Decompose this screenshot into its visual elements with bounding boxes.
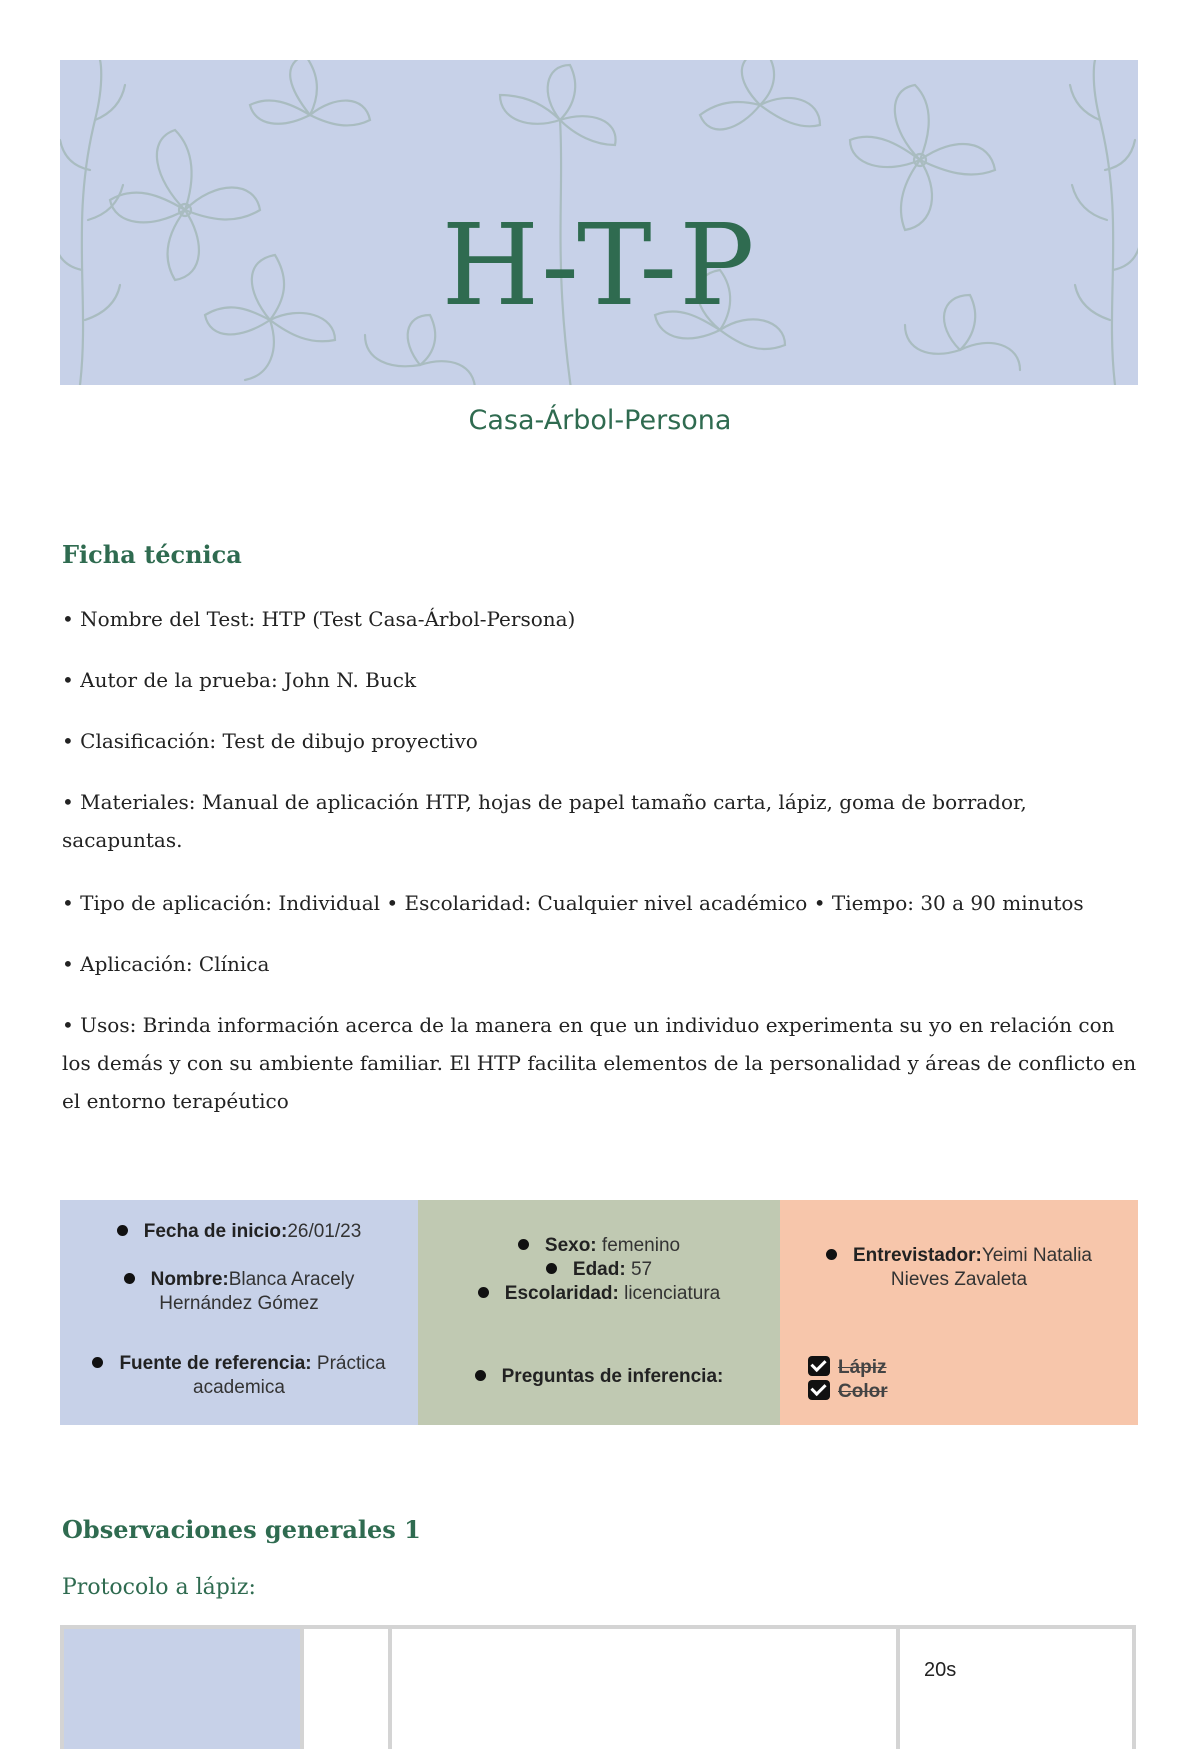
checkbox-checked-icon[interactable] bbox=[808, 1356, 830, 1376]
table-divider bbox=[300, 1629, 304, 1749]
info-nombre: Nombre:Blanca Aracely Hernández Gómez bbox=[60, 1268, 418, 1316]
document-subtitle: Casa-Árbol-Persona bbox=[468, 405, 732, 436]
checkbox-checked-icon[interactable] bbox=[808, 1380, 830, 1400]
ficha-item-usos: • Usos: Brinda información acerca de la manera en que un individuo experimenta su yo en relación con los demás y con su ambiente familiar. El HTP facilita elementos de la personalidad y áreas de conflicto en el entorno terapéutico bbox=[62, 1013, 1137, 1113]
checklist-item-lapiz[interactable]: Lápiz bbox=[808, 1356, 887, 1379]
bullet-icon bbox=[475, 1370, 486, 1381]
document-title: H-T-P bbox=[441, 201, 757, 331]
bullet-icon bbox=[92, 1357, 103, 1368]
info-escolaridad: Escolaridad: licenciatura bbox=[418, 1282, 780, 1306]
info-entrevistador: Entrevistador:Yeimi Natalia Nieves Zavaleta bbox=[780, 1244, 1138, 1292]
bullet-icon bbox=[826, 1249, 837, 1260]
table-divider bbox=[896, 1629, 900, 1749]
ficha-item-tipo: • Tipo de aplicación: Individual • Escolaridad: Cualquier nivel académico • Tiempo: 30 a 90 minutos bbox=[62, 891, 1084, 915]
info-edad: Edad: 57 bbox=[418, 1258, 780, 1282]
protocol-subheading: Protocolo a lápiz: bbox=[62, 1575, 256, 1600]
info-fecha: Fecha de inicio:26/01/23 bbox=[60, 1220, 418, 1244]
header-banner bbox=[60, 60, 1138, 385]
bullet-icon bbox=[518, 1239, 529, 1250]
info-column-2 bbox=[418, 1200, 780, 1425]
table-cell-highlight bbox=[64, 1629, 300, 1749]
ficha-item-materiales: • Materiales: Manual de aplicación HTP, hojas de papel tamaño carta, lápiz, goma de borrador, sacapuntas. bbox=[62, 790, 1027, 852]
section-heading-ficha: Ficha técnica bbox=[62, 540, 242, 569]
bullet-icon bbox=[124, 1273, 135, 1284]
table-cell-time: 20s bbox=[924, 1659, 957, 1681]
table-divider bbox=[388, 1629, 392, 1749]
patient-info-panel bbox=[60, 1200, 1138, 1425]
info-fuente: Fuente de referencia: Práctica academica bbox=[60, 1352, 418, 1400]
info-column-1 bbox=[60, 1200, 418, 1425]
ficha-item-aplicacion: • Aplicación: Clínica bbox=[62, 952, 270, 976]
checklist-item-color[interactable]: Color bbox=[808, 1380, 888, 1403]
bullet-icon bbox=[478, 1287, 489, 1298]
info-sexo: Sexo: femenino bbox=[418, 1234, 780, 1258]
bullet-icon bbox=[546, 1263, 557, 1274]
info-preguntas: Preguntas de inferencia: bbox=[418, 1365, 780, 1389]
section-heading-observaciones: Observaciones generales 1 bbox=[62, 1515, 421, 1544]
bullet-icon bbox=[117, 1225, 128, 1236]
ficha-item-nombre: • Nombre del Test: HTP (Test Casa-Árbol-Persona) bbox=[62, 607, 576, 631]
ficha-item-clasificacion: • Clasificación: Test de dibujo proyectivo bbox=[62, 729, 478, 753]
ficha-item-autor: • Autor de la prueba: John N. Buck bbox=[62, 668, 417, 692]
protocol-table bbox=[60, 1625, 1136, 1749]
